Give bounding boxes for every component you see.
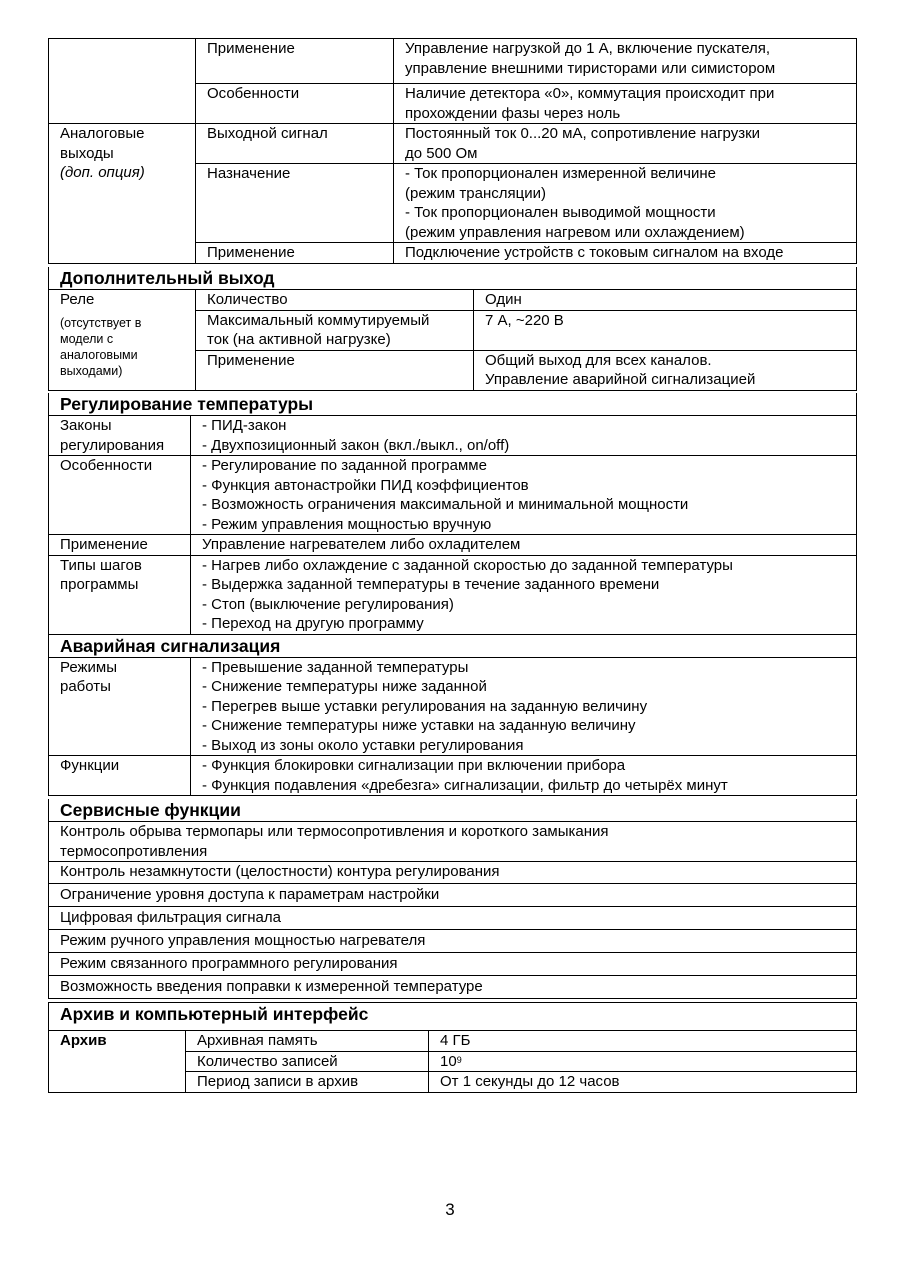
row-label: Количество записей: [186, 1051, 429, 1072]
row-label: Количество: [196, 290, 474, 311]
relay-label: Реле: [60, 291, 95, 308]
row-value: - Функция блокировки сигнализации при включении прибора - Функция подавления «дребезга» сигнализации, фильтр до четырёх минут: [191, 756, 857, 796]
row-label: Особенности: [49, 456, 191, 535]
list-item: Возможность введения поправки к измеренной температуре: [49, 976, 857, 999]
row-label: Применение: [196, 243, 394, 264]
row-label: Применение: [196, 39, 394, 84]
temp-alarm-table: [48, 393, 857, 796]
section-temp-alarm: [48, 393, 857, 796]
table-row: [49, 416, 857, 456]
list-item: Цифровая фильтрация сигнала: [49, 907, 857, 930]
row-label: Режимы работы: [49, 657, 191, 756]
row-value: Один: [474, 290, 857, 311]
table-row: [49, 456, 857, 535]
analog-title: Аналоговые выходы: [60, 125, 145, 162]
row-value: Управление нагрузкой до 1 А, включение пускателя, управление внешними тиристорами или симистором: [394, 39, 857, 84]
relay-cell: [49, 290, 196, 391]
list-item: Режим ручного управления мощностью нагревателя: [49, 930, 857, 953]
row-label: Применение: [196, 350, 474, 390]
row-label: Законы регулирования: [49, 416, 191, 456]
row-label: Период записи в архив: [186, 1072, 429, 1093]
table-row: [49, 1031, 857, 1052]
records-exponent: 9: [456, 1054, 462, 1065]
page-number: 3: [445, 1200, 455, 1219]
section-header: Аварийная сигнализация: [49, 634, 857, 657]
row-label: Выходной сигнал: [196, 124, 394, 164]
row-value: - Превышение заданной температуры - Снижение температуры ниже заданной - Перегрев выше уставки регулирования на заданную величину - Снижение температуры ниже уставки на заданную величину - Выход из зоны около уставки регулирования: [191, 657, 857, 756]
row-value: Наличие детектора «0», коммутация происходит при прохождении фазы через ноль: [394, 84, 857, 124]
section-header: Дополнительный выход: [49, 267, 857, 290]
row-value: Постоянный ток 0...20 мА, сопротивление нагрузки до 500 Ом: [394, 124, 857, 164]
row-value: - Ток пропорционален измеренной величине (режим трансляции) - Ток пропорционален выводимой мощности (режим управления нагревом или охлаждением): [394, 164, 857, 243]
row-label: Назначение: [196, 164, 394, 243]
list-item: Контроль обрыва термопары или термосопротивления и короткого замыкания термосопротивления: [49, 822, 857, 862]
list-item: Режим связанного программного регулирования: [49, 953, 857, 976]
row-value: [429, 1051, 857, 1072]
row-value: - Регулирование по заданной программе - Функция автонастройки ПИД коэффициентов - Возможность ограничения максимальной и минимальной мощности - Режим управления мощностью вручную: [191, 456, 857, 535]
row-value: Управление нагревателем либо охладителем: [191, 535, 857, 556]
row-value: 7 А, ~220 В: [474, 310, 857, 350]
analog-outputs-cell: [49, 124, 196, 264]
row-label: Функции: [49, 756, 191, 796]
table-row: [49, 756, 857, 796]
table-row: [49, 555, 857, 634]
records-base: 10: [440, 1052, 457, 1070]
archive-table: [48, 1002, 857, 1093]
row-label: Особенности: [196, 84, 394, 124]
row-value: Подключение устройств с токовым сигналом на входе: [394, 243, 857, 264]
relay-note: (отсутствует в модели с аналоговыми выходами): [60, 315, 142, 378]
row-label: Типы шагов программы: [49, 555, 191, 634]
table-row: [49, 657, 857, 756]
section-outputs: [48, 38, 857, 264]
row-value: От 1 секунды до 12 часов: [429, 1072, 857, 1093]
table-row: [49, 39, 857, 84]
table-row: [49, 535, 857, 556]
section-service: [48, 799, 857, 999]
analog-option: (доп. опция): [60, 164, 145, 181]
section-archive: [48, 1002, 857, 1093]
table-row: [49, 124, 857, 164]
section-extra-output: [48, 267, 857, 391]
row-label: Архивная память: [186, 1031, 429, 1052]
archive-label: Архив: [49, 1031, 186, 1093]
list-item: Ограничение уровня доступа к параметрам настройки: [49, 884, 857, 907]
section-header: Сервисные функции: [49, 799, 857, 822]
table-row: [49, 290, 857, 311]
section-header: Регулирование температуры: [49, 393, 857, 416]
outputs-table: [48, 38, 857, 264]
section-header: Архив и компьютерный интерфейс: [49, 1003, 857, 1031]
service-table: [48, 799, 857, 999]
row-label: Применение: [49, 535, 191, 556]
extra-output-table: [48, 267, 857, 391]
row-value: - Нагрев либо охлаждение с заданной скоростью до заданной температуры - Выдержка заданной температуры в течение заданного времени - Стоп (выключение регулирования) - Переход на другую программу: [191, 555, 857, 634]
row-value: Общий выход для всех каналов. Управление аварийной сигнализацией: [474, 350, 857, 390]
list-item: Контроль незамкнутости (целостности) контура регулирования: [49, 862, 857, 884]
row-value: 4 ГБ: [429, 1031, 857, 1052]
row-label: Максимальный коммутируемый ток (на активной нагрузке): [196, 310, 474, 350]
row-value: - ПИД-закон - Двухпозиционный закон (вкл./выкл., on/off): [191, 416, 857, 456]
